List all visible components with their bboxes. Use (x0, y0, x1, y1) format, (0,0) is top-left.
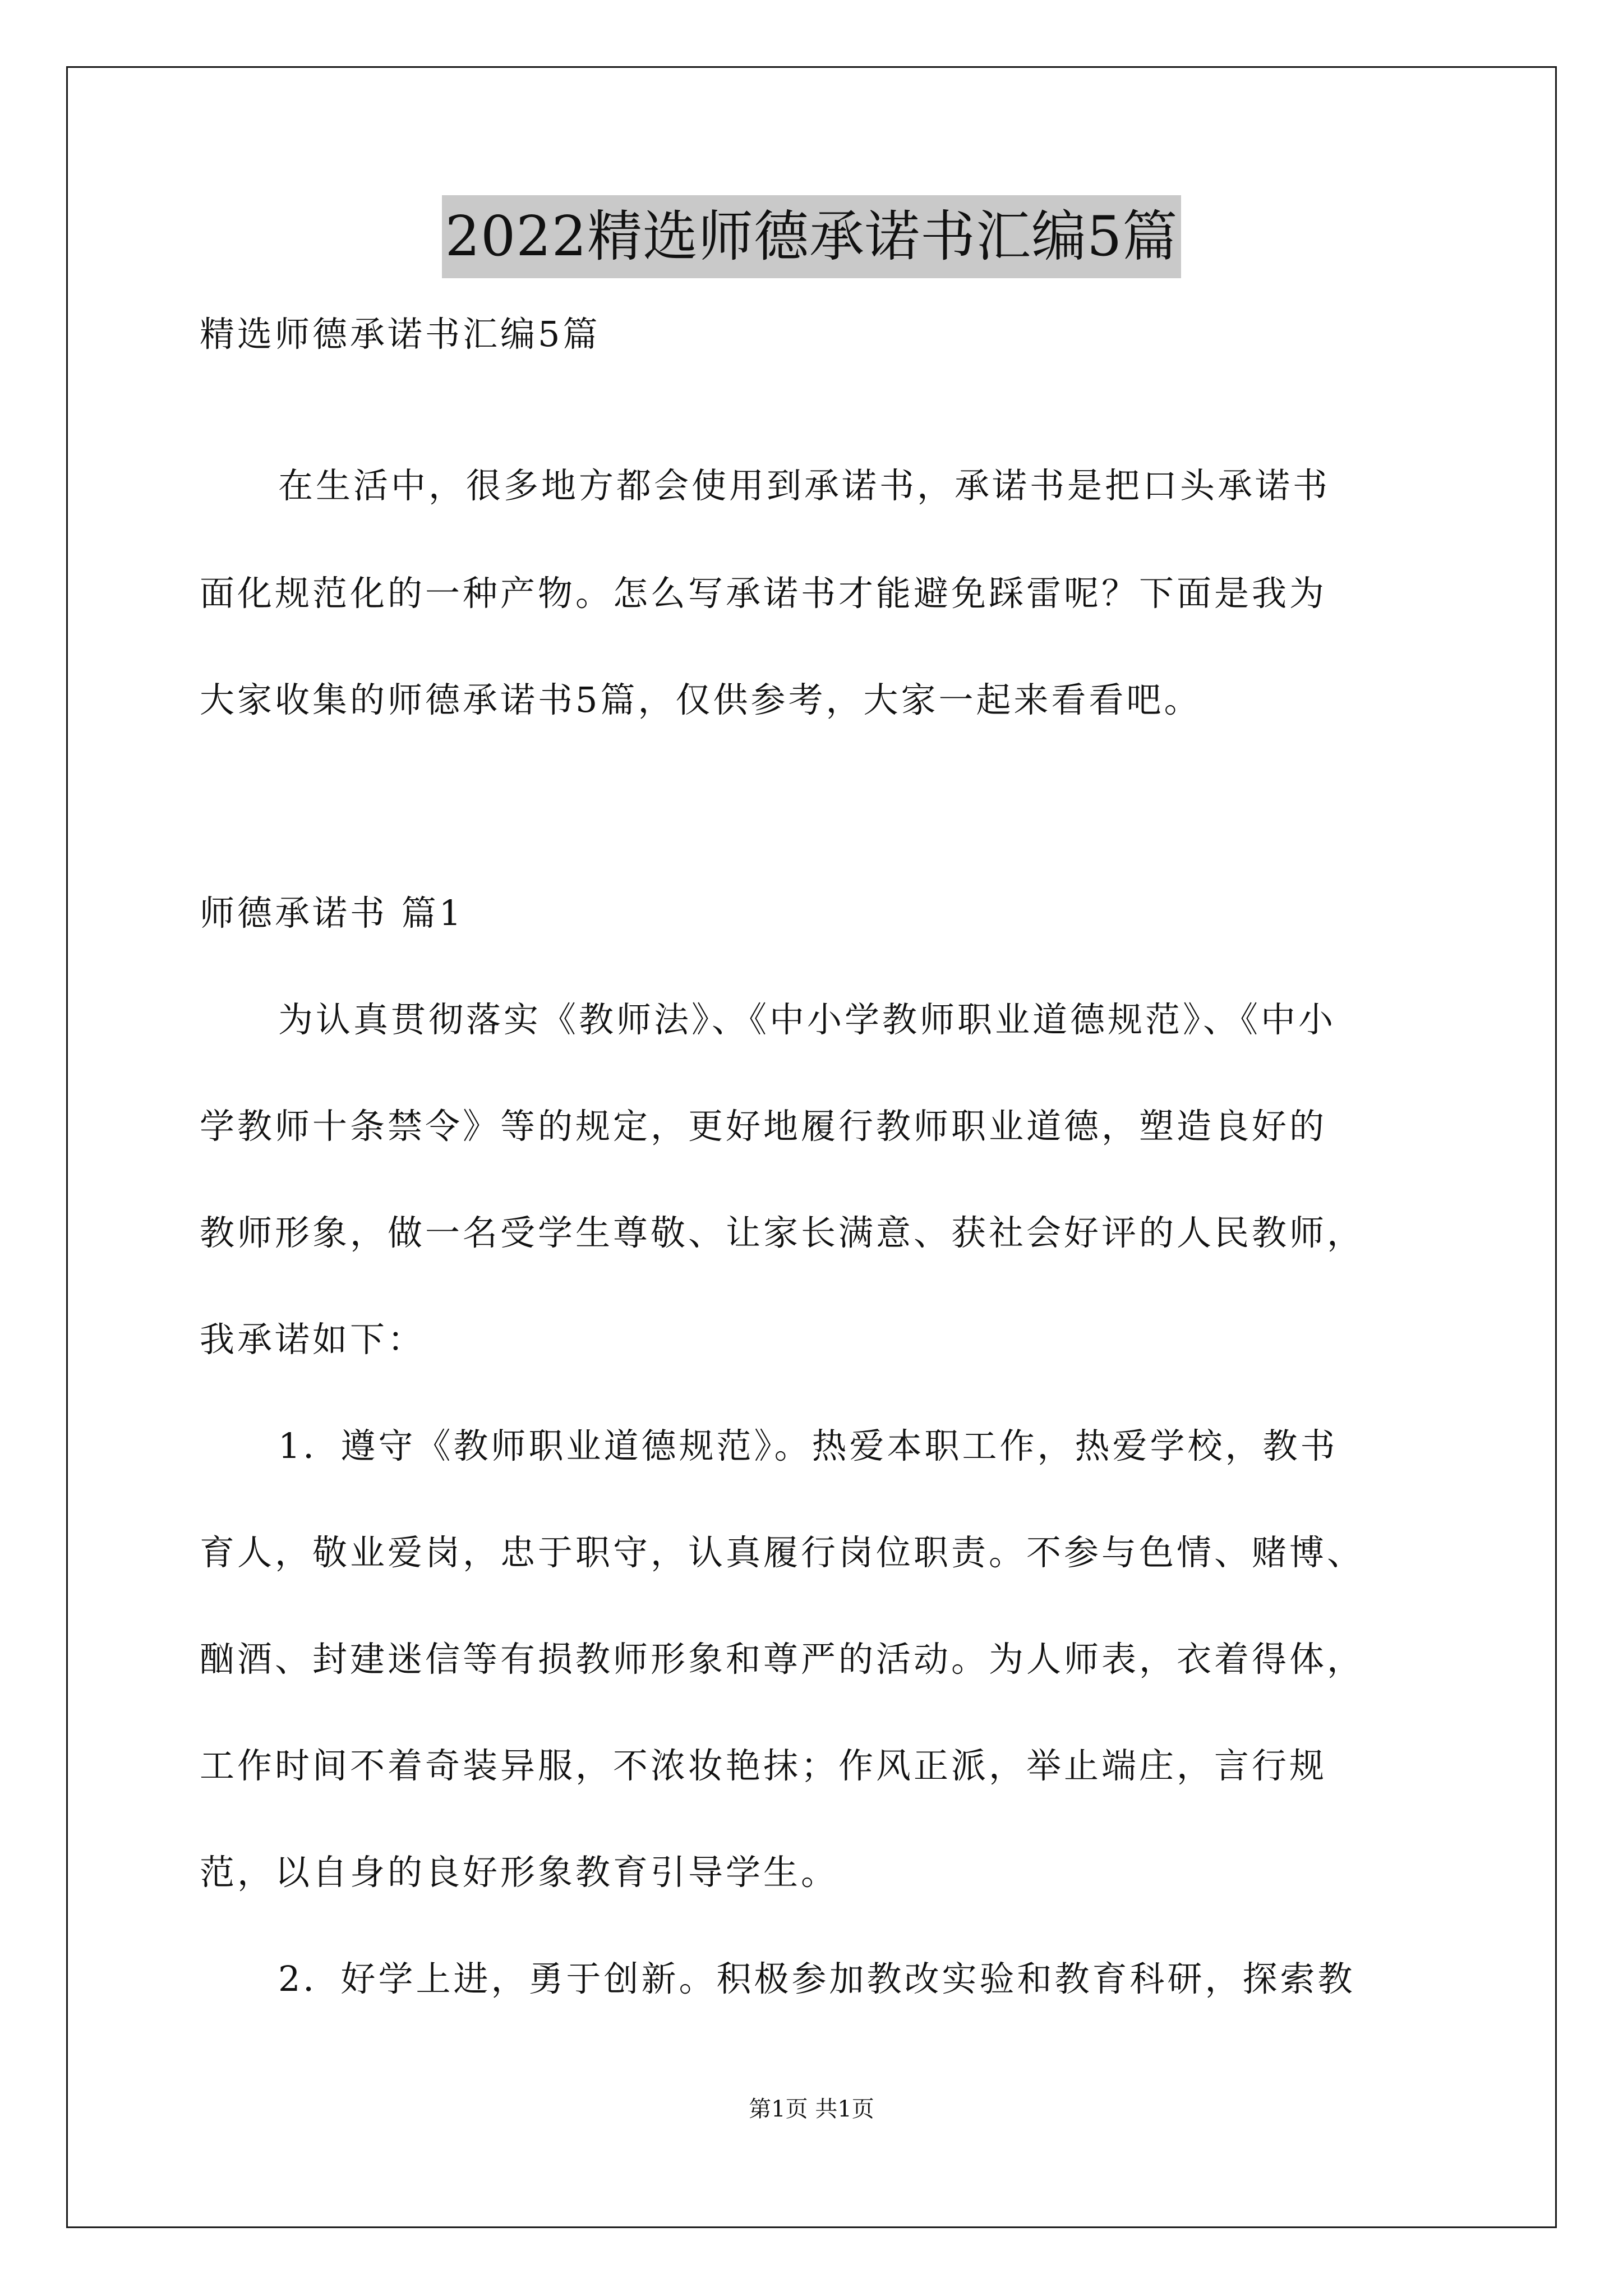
intro-line: 面化规范化的一种产物。怎么写承诺书才能避免踩雷呢？下面是我为 (200, 573, 1327, 614)
item2-line: 2．好学上进，勇于创新。积极参加教改实验和教育科研，探索教 (278, 1958, 1355, 1999)
item1-line: 育人，敬业爱岗，忠于职守，认真履行岗位职责。不参与色情、赌博、 (200, 1532, 1365, 1573)
item1-line: 范，以自身的良好形象教育引导学生。 (200, 1852, 839, 1893)
section-line: 为认真贯彻落实《教师法》、《中小学教师职业道德规范》、《中小 (278, 999, 1336, 1040)
section-heading: 师德承诺书 篇1 (200, 892, 464, 933)
item1-line: 酗酒、封建迷信等有损教师形象和尊严的活动。为人师表，衣着得体， (200, 1639, 1365, 1680)
document-title-block (0, 195, 1623, 278)
intro-line: 大家收集的师德承诺书5篇，仅供参考，大家一起来看看吧。 (200, 679, 1202, 720)
page-footer: 第1页 共1页 (749, 2096, 874, 2122)
section-line: 学教师十条禁令》等的规定，更好地履行教师职业道德，塑造良好的 (200, 1106, 1327, 1147)
item1-line: 1．遵守《教师职业道德规范》。热爱本职工作，热爱学校，教书 (278, 1425, 1338, 1466)
document-title: 2022精选师德承诺书汇编5篇 (442, 195, 1182, 278)
section-line: 我承诺如下： (200, 1319, 426, 1360)
item1-line: 工作时间不着奇装异服，不浓妆艳抹；作风正派，举止端庄，言行规 (200, 1745, 1327, 1786)
section-line: 教师形象，做一名受学生尊敬、让家长满意、获社会好评的人民教师， (200, 1212, 1365, 1253)
document-subtitle: 精选师德承诺书汇编5篇 (200, 314, 601, 355)
intro-line: 在生活中，很多地方都会使用到承诺书，承诺书是把口头承诺书 (278, 465, 1331, 506)
